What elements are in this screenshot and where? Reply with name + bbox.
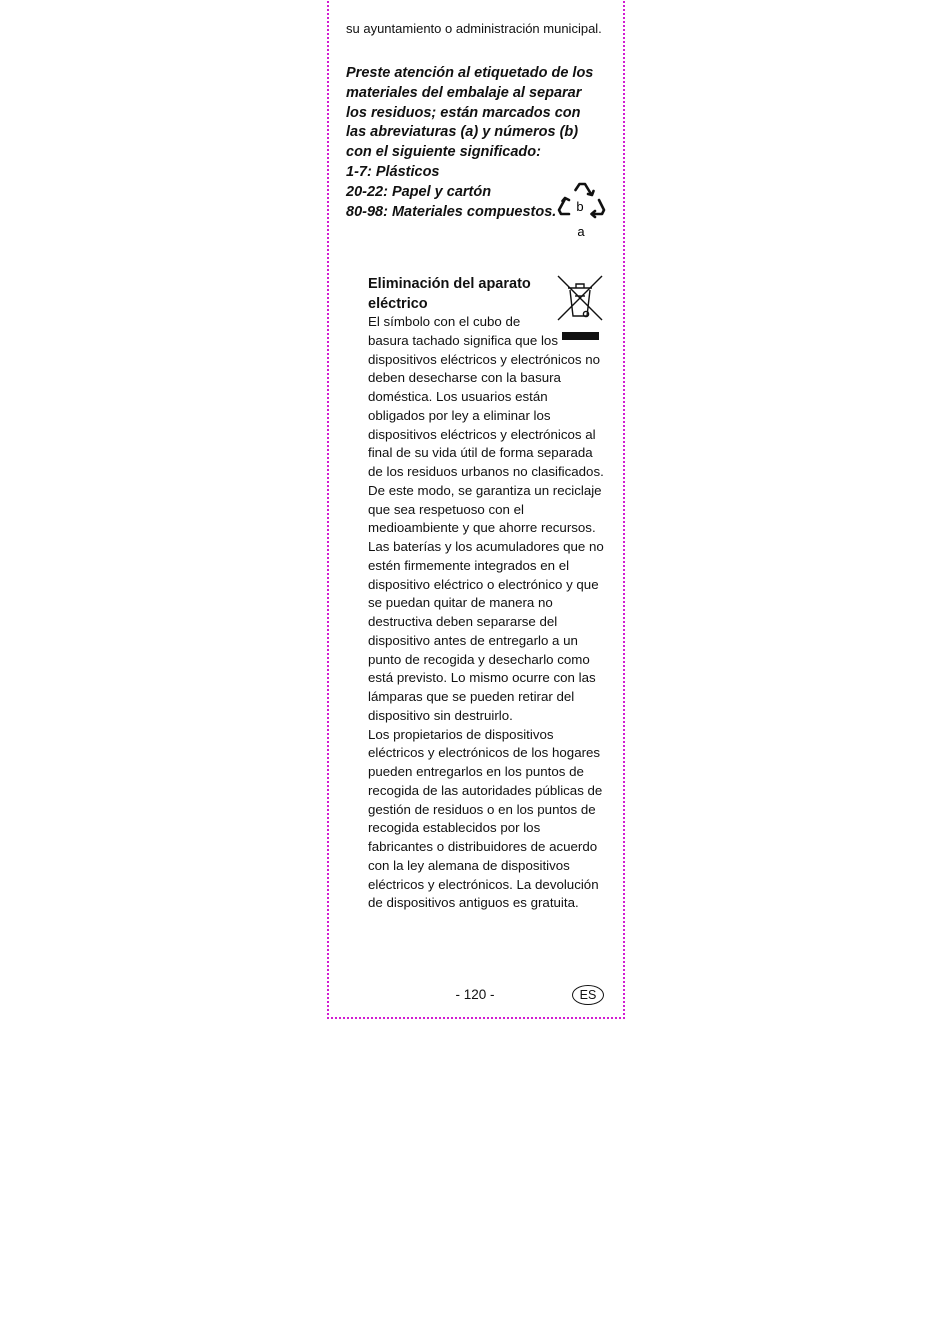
page-number: - 120 - [455, 987, 495, 1002]
recycle-inner-label: b [576, 199, 584, 214]
recycling-symbol [555, 180, 607, 240]
country-code-badge: ES [572, 985, 604, 1005]
section-body [368, 313, 606, 913]
material-code-plastics: 1-7: Plásticos [346, 163, 440, 180]
paragraph-collection: Los propietarios de dispositivos eléctricos y electrónicos de los hogares pueden entregarlos en los puntos de recogida de las autoridades públicas de gestión de residuos o en los puntos de recogida establecidos por los fabricantes o distribuidores de acuerdo con la ley alemana de dispositivos eléctricos y electrónicos. La devolución de dispositivos antiguos es gratuita. [368, 726, 603, 911]
recycle-below-label: a [577, 224, 585, 239]
paragraph-weee-meaning: El símbolo con el cubo de basura tachado significa que los dispositivos eléctricos y electrónicos no deben desecharse con la basura doméstica. Los usuarios están obligados por ley a eliminar los dispositivos eléctricos y electrónicos al final de su vida útil de forma separada de los residuos urbanos no clasificados. De este modo, se garantiza un reciclaje que sea respetuoso con el medioambiente y que ahorre recursos. [368, 314, 604, 536]
packaging-notice-text: Preste atención al etiquetado de los materiales del embalaje al separar los residuos; están marcados con las abreviaturas (a) y números (b) con el siguiente significado: [346, 65, 594, 161]
recycling-triangle-icon [555, 180, 607, 240]
material-code-composites: 80-98: Materiales compuestos. [346, 203, 557, 220]
material-code-paper: 20-22: Papel y cartón [346, 183, 492, 200]
intro-text: su ayuntamiento o administración municipal. [346, 21, 602, 36]
section-title: Eliminación del aparato eléctrico [368, 276, 531, 312]
paragraph-batteries: Las baterías y los acumuladores que no estén firmemente integrados en el dispositivo eléctrico o electrónico y que se puedan quitar de manera no destructiva deben separarse del dispositivo antes de entregarlo a un punto de recogida y desecharlo como está previsto. Lo mismo ocurre con las lámparas que se pueden retirar del dispositivo sin destruirlo. [368, 539, 604, 723]
